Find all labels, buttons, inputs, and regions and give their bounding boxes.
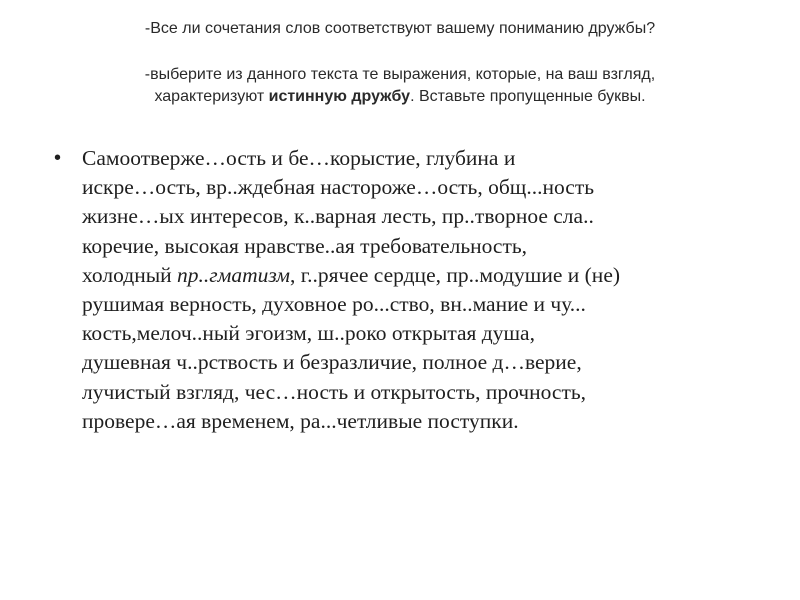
exercise-line-2: искре…ость, вр..ждебная настороже…ость, общ...ность [82, 175, 595, 200]
exercise-line-4: коречие, высокая нравстве..ая требовательность, [82, 233, 528, 258]
task-emphasis: истинную дружбу [268, 88, 411, 105]
exercise-line-5-start: холодный [82, 262, 178, 287]
exercise-line-6: рушимая верность, духовное ро...ство, вн..мание и чу... [82, 292, 586, 317]
exercise-line-5 [82, 261, 752, 290]
exercise-line-8: душевная ч..рствость и безразличие, полное д…верие, [82, 350, 582, 375]
italic-term: пр..гматизм [177, 262, 290, 287]
exercise-line-1: Самоотверже…ость и бе…корыстие, глубина и [82, 146, 516, 170]
exercise-list [52, 144, 752, 436]
exercise-list-item [52, 144, 752, 436]
exercise-text [52, 144, 752, 436]
task-line-2 [40, 86, 760, 108]
exercise-line-7: кость,мелоч..ный эгоизм, ш..роко открытая душа, [82, 321, 535, 346]
exercise-line-10: провере…ая временем, ра...четливые поступки. [82, 408, 519, 433]
task-line-2-end: . Вставьте пропущенные буквы. [410, 88, 646, 105]
task-line-1: -выберите из данного текста те выражения, которые, на ваш взгляд, [144, 66, 656, 83]
question-text: -Все ли сочетания слов соответствуют вашему пониманию дружбы? [144, 20, 656, 37]
exercise-line-3: жизне…ых интересов, к..варная лесть, пр..творное сла.. [82, 204, 594, 229]
task-line-2-start: характеризуют [154, 88, 269, 105]
exercise-line-5-end: , г..рячее сердце, пр..модушие и (не) [290, 262, 621, 287]
bullet-icon: • [54, 147, 62, 169]
exercise-line-9: лучистый взгляд, чес…ность и открытость, прочность, [82, 379, 587, 404]
slide-header [40, 18, 760, 108]
